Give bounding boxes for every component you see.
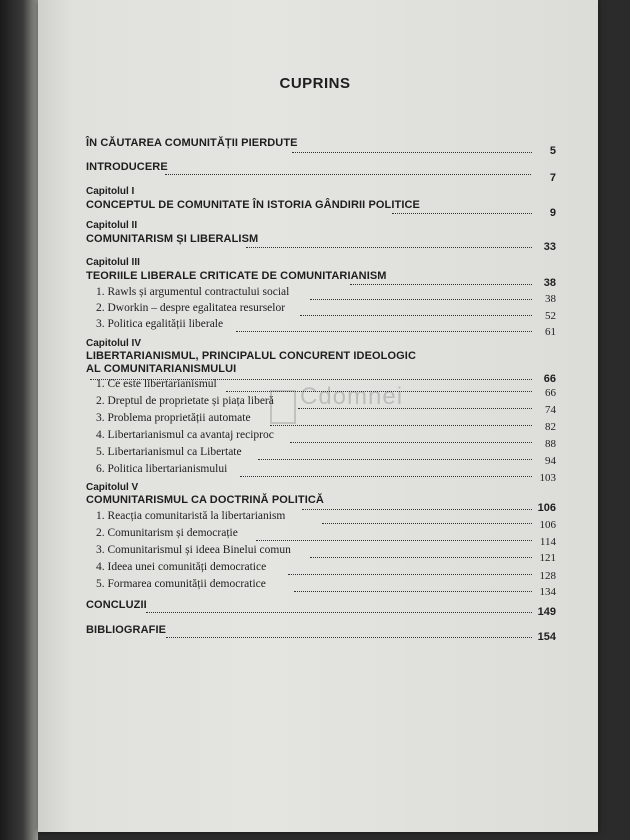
toc-page-number: 88: [545, 438, 556, 450]
toc-page-number: 38: [545, 293, 556, 305]
toc-page-number: 114: [539, 536, 556, 548]
toc-entry-label: CONCEPTUL DE COMUNITATE ÎN ISTORIA GÂNDIRII POLITICE: [86, 199, 420, 211]
toc-leader-dots: [300, 314, 532, 316]
toc-leader-dots: [165, 173, 531, 175]
toc-leader-dots: [256, 539, 532, 541]
chapter-heading: Capitolul III: [86, 257, 140, 268]
toc-entry-label: LIBERTARIANISMUL, PRINCIPALUL CONCURENT IDEOLOGIC: [86, 350, 417, 362]
toc-leader-dots: [310, 556, 532, 558]
toc-page-number: 38: [543, 277, 556, 289]
toc-leader-dots: [290, 441, 532, 443]
watermark: Cdomnei: [300, 383, 404, 410]
toc-page-number: 9: [549, 207, 556, 219]
toc-leader-dots: [146, 611, 532, 613]
toc-page-number: 33: [543, 241, 556, 253]
toc-page-number: 74: [545, 404, 556, 416]
toc-leader-dots: [294, 590, 532, 592]
toc-leader-dots: [270, 424, 532, 426]
toc-page-number: 103: [539, 472, 556, 484]
toc-entry-label-continued: AL COMUNITARIANISMULUI: [86, 363, 237, 375]
toc-page-number: 134: [539, 586, 556, 598]
toc-section-label: 1. Ce este libertarianismul: [96, 378, 217, 390]
toc-page-number: 154: [537, 631, 556, 643]
toc-entry-label: BIBLIOGRAFIE: [86, 624, 167, 636]
chapter-heading: Capitolul V: [86, 482, 139, 493]
toc-leader-dots: [166, 636, 532, 638]
toc-leader-dots: [350, 283, 532, 285]
toc-leader-dots: [322, 522, 532, 524]
toc-section-label: 5. Formarea comunității democratice: [96, 578, 266, 590]
toc-entry-label: COMUNITARISM ȘI LIBERALISM: [86, 233, 259, 245]
toc-page-number: 5: [549, 145, 556, 157]
toc-page-number: 66: [543, 373, 556, 385]
page-title: CUPRINS: [279, 75, 351, 92]
toc-section-label: 3. Problema proprietății automate: [96, 412, 251, 424]
toc-page-number: 66: [545, 387, 556, 399]
toc-entry-label: CONCLUZII: [86, 599, 147, 611]
chapter-heading: Capitolul II: [86, 220, 138, 231]
toc-entry-label: COMUNITARISMUL CA DOCTRINĂ POLITICĂ: [86, 494, 324, 506]
toc-section-label: 5. Libertarianismul ca Libertate: [96, 446, 242, 458]
toc-leader-dots: [246, 246, 532, 248]
toc-leader-dots: [298, 407, 532, 409]
toc-page-number: 61: [545, 326, 556, 338]
toc-page-number: 106: [539, 519, 556, 531]
toc-page-number: 94: [545, 455, 556, 467]
chapter-heading: Capitolul I: [86, 186, 135, 197]
toc-entry-label: ÎN CĂUTAREA COMUNITĂȚII PIERDUTE: [86, 137, 298, 149]
toc-section-label: 1. Reacția comunitaristă la libertarianism: [96, 510, 286, 522]
toc-page-number: 52: [545, 310, 556, 322]
toc-leader-dots: [392, 212, 532, 214]
toc-page-number: 121: [539, 552, 556, 564]
toc-leader-dots: [292, 151, 532, 153]
toc-section-label: 4. Ideea unei comunități democratice: [96, 561, 267, 573]
toc-page-number: 149: [537, 606, 556, 618]
toc-page-number: 82: [545, 421, 556, 433]
toc-entry-label: INTRODUCERE: [86, 161, 168, 173]
toc-section-label: 2. Comunitarism și democrație: [96, 527, 238, 539]
toc-section-label: 3. Comunitarismul și ideea Binelui comun: [96, 544, 291, 556]
toc-leader-dots: [240, 475, 532, 477]
toc-leader-dots: [302, 508, 532, 510]
toc-section-label: 2. Dreptul de proprietate și piața liberă: [96, 395, 274, 407]
toc-page-number: 7: [549, 172, 556, 184]
toc-leader-dots: [258, 458, 532, 460]
chapter-heading: Capitolul IV: [86, 338, 141, 349]
toc-leader-dots: [310, 298, 532, 300]
toc-page-number: 106: [537, 502, 556, 514]
toc-section-label: 4. Libertarianismul ca avantaj reciproc: [96, 429, 274, 441]
toc-leader-dots: [288, 573, 532, 575]
toc-page-number: 128: [539, 570, 556, 582]
toc-entry-label: TEORIILE LIBERALE CRITICATE DE COMUNITARIANISM: [86, 270, 387, 282]
toc-section-label: 2. Dworkin – despre egalitatea resurselor: [96, 302, 286, 314]
toc-section-label: 3. Politica egalității liberale: [96, 318, 224, 330]
toc-section-label: 6. Politica libertarianismului: [96, 463, 228, 475]
toc-leader-dots: [236, 330, 532, 332]
toc-leader-dots: [226, 390, 532, 392]
toc-section-label: 1. Rawls și argumentul contractului social: [96, 286, 290, 298]
